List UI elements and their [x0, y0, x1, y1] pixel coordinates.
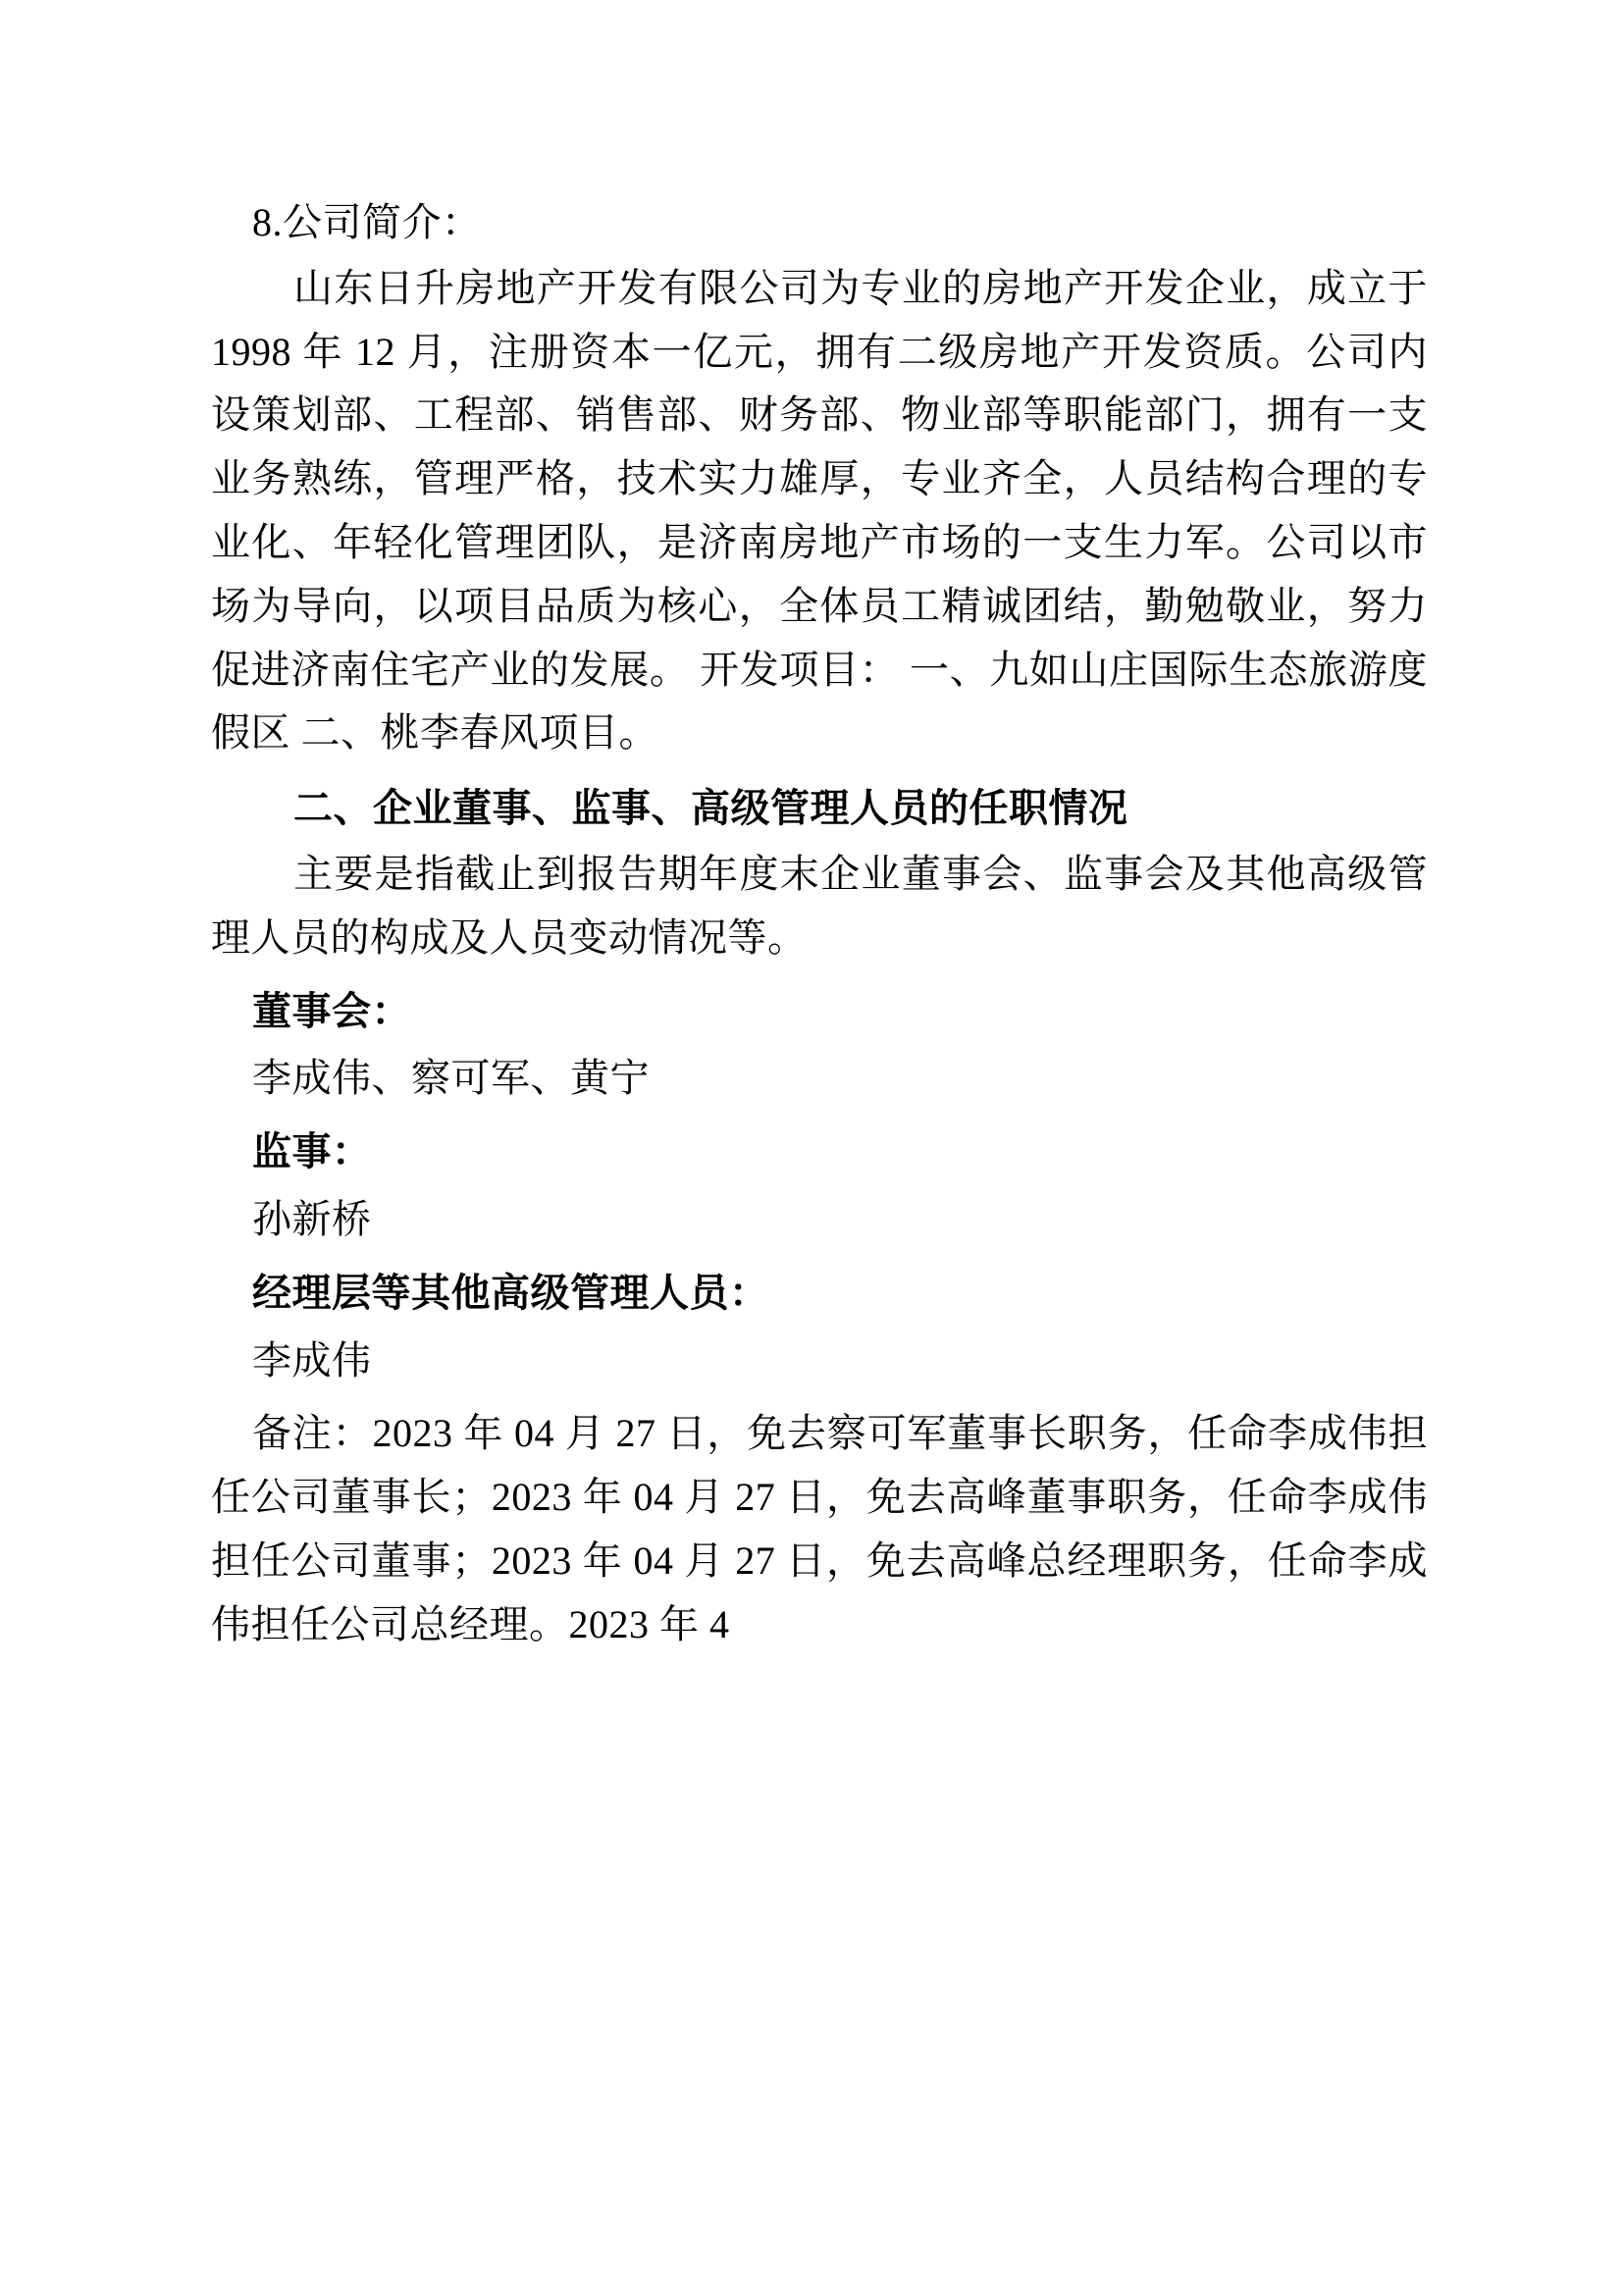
company-profile-label: 8.公司简介： — [252, 200, 482, 244]
senior-management-members: 李成伟 — [252, 1337, 372, 1382]
document-body — [211, 191, 1428, 1657]
remarks-paragraph: 备注：2023 年 04 月 27 日，免去察可军董事长职务，任命李成伟担任公司董事长；2023 年 04 月 27 日，免去高峰董事职务，任命李成伟担任公司董事；2023 年 04 月 27 日，免去高峰总经理职务，任命李成伟担任公司总经理。2023 年 4 — [211, 1411, 1428, 1646]
supervisor-members: 孙新桥 — [252, 1196, 372, 1241]
board-of-directors-members: 李成伟、察可军、黄宁 — [252, 1056, 650, 1101]
supervisor-label: 监事： — [252, 1129, 372, 1174]
section-two-paragraph: 主要是指截止到报告期年度末企业董事会、监事会及其他高级管理人员的构成及人员变动情况等。 — [211, 851, 1428, 960]
board-of-directors-label: 董事会： — [252, 988, 411, 1033]
senior-management-label: 经理层等其他高级管理人员： — [252, 1270, 769, 1315]
section-two-heading: 二、企业董事、监事、高级管理人员的任职情况 — [293, 786, 1128, 831]
company-profile-paragraph: 山东日升房地产开发有限公司为专业的房地产开发企业，成立于 1998 年 12 月，注册资本一亿元，拥有二级房地产开发资质。公司内设策划部、工程部、销售部、财务部、物业部等职能部门，拥有一支业务熟练，管理严格，技术实力雄厚，专业齐全，人员结构合理的专业化、年轻化管理团队，是济南房地产市场的一支生力军。公司以市场为导向，以项目品质为核心，全体员工精诚团结，勤勉敬业，努力促进济南住宅产业的发展。 开发项目： 一、九如山庄国际生态旅游度假区 二、桃李春风项目。 — [211, 265, 1428, 756]
